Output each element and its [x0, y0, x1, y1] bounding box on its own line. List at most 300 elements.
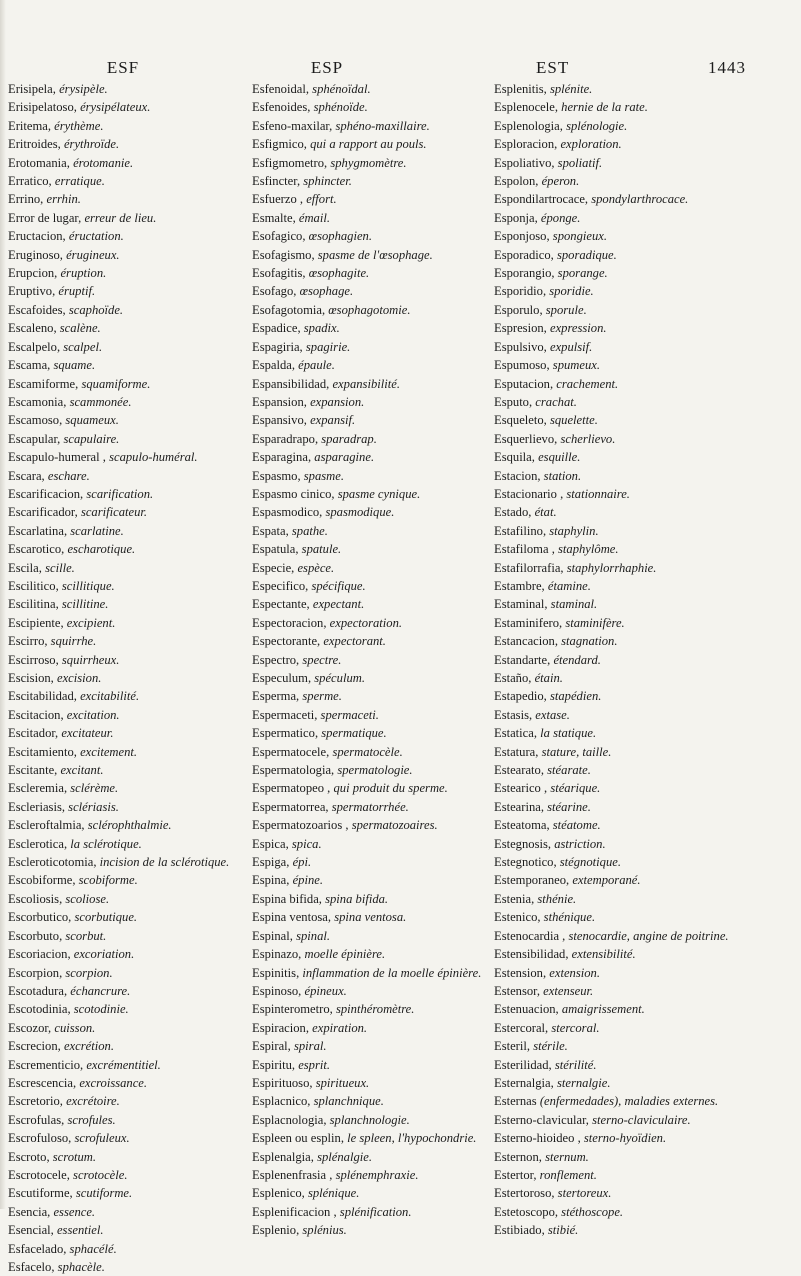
- dictionary-entry: [8, 798, 252, 816]
- entry-translation: splanchnologie.: [329, 1112, 410, 1127]
- dictionary-entry: [252, 1166, 498, 1184]
- dictionary-entry: [494, 448, 756, 466]
- entry-headword: Esparadrapo,: [252, 431, 319, 446]
- entry-translation: stercoral.: [551, 1020, 600, 1035]
- entry-headword: Esporadico,: [494, 247, 554, 262]
- dictionary-entry: [252, 264, 498, 282]
- dictionary-entry: [252, 927, 498, 945]
- entry-translation: excitateur.: [61, 726, 114, 741]
- dictionary-entry: [252, 1056, 498, 1074]
- entry-translation: sthénique.: [543, 910, 596, 925]
- entry-headword: Esquila,: [494, 450, 535, 465]
- entry-headword: Estambre,: [494, 578, 545, 593]
- dictionary-entry: [252, 338, 498, 356]
- entry-translation: squelette.: [549, 413, 598, 428]
- dictionary-entry: [494, 577, 756, 595]
- entry-translation: expansion.: [310, 394, 365, 409]
- dictionary-entry: [494, 1148, 756, 1166]
- entry-translation: stibié.: [547, 1223, 579, 1238]
- entry-headword: Escobiforme,: [8, 873, 76, 888]
- dictionary-entry: [8, 485, 252, 503]
- entry-translation: spermatologie.: [337, 763, 413, 778]
- entry-translation: hernie de la rate.: [561, 100, 648, 115]
- entry-translation: spadix.: [303, 321, 340, 336]
- entry-translation: scapulaire.: [63, 431, 120, 446]
- entry-headword: Espina bifida,: [252, 891, 322, 906]
- dictionary-entry: [494, 669, 756, 687]
- dictionary-entry: [252, 319, 498, 337]
- dictionary-entry: [252, 448, 498, 466]
- entry-headword: Estado,: [494, 505, 532, 520]
- entry-headword: Esternon,: [494, 1149, 542, 1164]
- entry-translation: qui a rapport au pouls.: [310, 137, 427, 152]
- entry-translation: sternalgie.: [556, 1075, 611, 1090]
- dictionary-entry: [252, 559, 498, 577]
- entry-translation: stérilité.: [554, 1057, 597, 1072]
- entry-headword: Estenico,: [494, 910, 541, 925]
- dictionary-entry: [252, 798, 498, 816]
- entry-translation: stapédien.: [549, 689, 602, 704]
- dictionary-entry: [494, 301, 756, 319]
- header-left-guideword: ESF: [106, 58, 140, 77]
- entry-headword: Estenuacion,: [494, 1002, 559, 1017]
- dictionary-entry: [252, 724, 498, 742]
- entry-headword: Escroto,: [8, 1149, 50, 1164]
- entry-headword: Esteatoma,: [494, 818, 550, 833]
- dictionary-entry: [494, 117, 756, 135]
- dictionary-entry: [494, 687, 756, 705]
- entry-translation: épi.: [292, 855, 312, 870]
- entry-headword: Esplenalgia,: [252, 1149, 314, 1164]
- entry-translation: spagirie.: [305, 339, 351, 354]
- entry-translation: staphylin.: [549, 523, 599, 538]
- dictionary-entry: [494, 209, 756, 227]
- entry-translation: sclériasis.: [68, 799, 119, 814]
- entry-headword: Espalda,: [252, 358, 296, 373]
- entry-translation: stéarate.: [547, 763, 591, 778]
- dictionary-entry: [8, 264, 252, 282]
- dictionary-entry: [252, 190, 498, 208]
- dictionary-entry: [494, 522, 756, 540]
- entry-headword: Escleroticotomia,: [8, 855, 97, 870]
- entry-headword: Escalpelo,: [8, 339, 61, 354]
- entry-headword: Especie,: [252, 560, 295, 575]
- entry-headword: Eritema,: [8, 118, 52, 133]
- entry-headword: Escitamiento,: [8, 744, 77, 759]
- dictionary-entry: [8, 135, 252, 153]
- dictionary-entry: [494, 338, 756, 356]
- dictionary-entry: [494, 779, 756, 797]
- entry-headword: Eruptivo,: [8, 284, 56, 299]
- entry-headword: Esplacnico,: [252, 1094, 311, 1109]
- dictionary-entry: [494, 1129, 756, 1147]
- entry-headword: Escirro,: [8, 634, 48, 649]
- entry-translation: extension.: [549, 965, 600, 980]
- entry-translation: étendard.: [553, 652, 601, 667]
- entry-translation: staphylorrhaphie.: [566, 560, 657, 575]
- dictionary-entry: [494, 945, 756, 963]
- entry-translation: sterno-hyoïdien.: [583, 1131, 667, 1146]
- entry-translation: astriction.: [554, 836, 606, 851]
- entry-headword: Estemporaneo,: [494, 873, 570, 888]
- dictionary-entry: [252, 209, 498, 227]
- entry-translation: stertoreux.: [557, 1186, 612, 1201]
- dictionary-entry: [252, 393, 498, 411]
- entry-headword: Esputacion,: [494, 376, 554, 391]
- dictionary-entry: [8, 98, 252, 116]
- entry-headword: Espatula,: [252, 542, 299, 557]
- entry-translation: extase.: [535, 707, 570, 722]
- entry-headword: Espinterometro,: [252, 1002, 333, 1017]
- dictionary-entry: [494, 559, 756, 577]
- entry-headword: Espumoso,: [494, 358, 550, 373]
- entry-translation: stature, taille.: [541, 744, 612, 759]
- dictionary-entry: [8, 282, 252, 300]
- dictionary-entry: [494, 393, 756, 411]
- entry-translation: scutiforme.: [75, 1186, 133, 1201]
- entry-translation: esquille.: [538, 450, 581, 465]
- entry-headword: Estibiado,: [494, 1223, 545, 1238]
- dictionary-entry: [494, 724, 756, 742]
- dictionary-entry: [8, 724, 252, 742]
- dictionary-entry: [494, 798, 756, 816]
- entry-headword: Esencia,: [8, 1204, 51, 1219]
- entry-headword: Esofagitis,: [252, 266, 306, 281]
- dictionary-entry: [252, 282, 498, 300]
- entry-translation: œsophagotomie.: [328, 302, 411, 317]
- entry-translation: stéatome.: [552, 818, 601, 833]
- entry-headword: Estapedio,: [494, 689, 547, 704]
- dictionary-entry: [8, 540, 252, 558]
- dictionary-entry: [252, 743, 498, 761]
- entry-translation: spermatozoaires.: [351, 818, 438, 833]
- dictionary-entry: [252, 706, 498, 724]
- entry-translation: splénite.: [549, 82, 593, 96]
- dictionary-entry: [8, 779, 252, 797]
- entry-headword: Especifico,: [252, 578, 309, 593]
- entry-translation: scalène.: [59, 321, 101, 336]
- entry-headword: Escrotocele,: [8, 1167, 70, 1182]
- entry-translation: errhin.: [46, 192, 81, 207]
- entry-headword: Estaño,: [494, 671, 532, 685]
- entry-translation: erreur de lieu.: [84, 210, 157, 225]
- entry-translation: épineux.: [304, 983, 347, 998]
- dictionary-entry: [8, 1240, 252, 1258]
- entry-headword: Espolon,: [494, 174, 539, 189]
- entry-headword: Esterno-clavicular,: [494, 1112, 589, 1127]
- entry-translation: moelle épinière.: [304, 947, 386, 962]
- dictionary-entry: [494, 816, 756, 834]
- entry-headword: Escotodinia,: [8, 1002, 71, 1017]
- entry-translation: excroissance.: [79, 1075, 148, 1090]
- dictionary-entry: [494, 430, 756, 448]
- dictionary-entry: [494, 1111, 756, 1129]
- entry-translation: sphacèle.: [57, 1260, 105, 1274]
- entry-translation: squameux.: [65, 413, 119, 428]
- entry-headword: Escleremia,: [8, 781, 68, 796]
- entry-headword: Espectoracion,: [252, 615, 327, 630]
- column-2: [252, 80, 498, 1240]
- entry-translation: éponge.: [540, 210, 581, 225]
- entry-headword: Escaleno,: [8, 321, 57, 336]
- entry-headword: Escozor,: [8, 1020, 52, 1035]
- entry-translation: scarification.: [86, 486, 154, 501]
- entry-translation: sphéno-maxillaire.: [335, 118, 430, 133]
- entry-translation: érythroïde.: [63, 137, 120, 152]
- entry-headword: Escama,: [8, 358, 51, 373]
- dictionary-entry: [8, 945, 252, 963]
- entry-translation: staminifère.: [565, 615, 625, 630]
- entry-translation: scoliose.: [65, 891, 110, 906]
- entry-translation: excision.: [56, 671, 102, 685]
- dictionary-entry: [494, 1074, 756, 1092]
- entry-headword: Esplenologia,: [494, 118, 563, 133]
- entry-translation: stagnation.: [561, 634, 618, 649]
- dictionary-entry: [494, 1221, 756, 1239]
- entry-headword: Estenia,: [494, 891, 535, 906]
- entry-translation: stéarique.: [550, 781, 601, 796]
- entry-headword: Escipiente,: [8, 615, 64, 630]
- entry-translation: éperon.: [541, 174, 580, 189]
- entry-headword: Escleroftalmia,: [8, 818, 85, 833]
- dictionary-entry: [8, 853, 252, 871]
- dictionary-entry: [8, 1056, 252, 1074]
- dictionary-entry: [8, 614, 252, 632]
- entry-translation: spondylarthrocace.: [591, 192, 689, 207]
- entry-translation: escharotique.: [67, 542, 136, 557]
- entry-headword: Esfeno-maxilar,: [252, 118, 333, 133]
- entry-translation: cuisson.: [54, 1020, 96, 1035]
- dictionary-entry: [252, 172, 498, 190]
- entry-translation: sphénoïdal.: [312, 82, 371, 96]
- entry-headword: Errino,: [8, 192, 44, 207]
- page-header: [0, 58, 801, 80]
- entry-translation: spinal.: [296, 928, 331, 943]
- page-edge-shadow: [0, 0, 6, 1209]
- dictionary-entry: [8, 411, 252, 429]
- entry-translation: érythème.: [54, 118, 104, 133]
- entry-headword: Eritroides,: [8, 137, 61, 152]
- entry-headword: Espina ventosa,: [252, 910, 332, 925]
- entry-translation: éructation.: [68, 229, 124, 244]
- entry-headword: Escitacion,: [8, 707, 64, 722]
- entry-headword: Escafoides,: [8, 302, 66, 317]
- entry-translation: sporule.: [545, 302, 587, 317]
- entry-headword: Espermaceti,: [252, 707, 318, 722]
- entry-headword: Espagiria,: [252, 339, 303, 354]
- dictionary-entry: [8, 467, 252, 485]
- entry-translation: extenseur.: [543, 983, 594, 998]
- entry-headword: Estercoral,: [494, 1020, 549, 1035]
- dictionary-entry: [8, 927, 252, 945]
- entry-headword: Estearina,: [494, 799, 544, 814]
- dictionary-entry: [252, 853, 498, 871]
- entry-headword: Eruginoso,: [8, 247, 63, 262]
- entry-headword: Espinoso,: [252, 983, 302, 998]
- entry-translation: érugineux.: [66, 247, 120, 262]
- dictionary-entry: [8, 1203, 252, 1221]
- entry-translation: ronflement.: [539, 1167, 597, 1182]
- entry-translation: scorbutique.: [74, 910, 138, 925]
- entry-headword: Escutiforme,: [8, 1186, 73, 1201]
- entry-translation: spermatique.: [321, 726, 387, 741]
- entry-translation: expulsif.: [550, 339, 593, 354]
- entry-headword: Esfincter,: [252, 174, 301, 189]
- dictionary-entry: [252, 687, 498, 705]
- entry-translation: stationnaire.: [566, 486, 630, 501]
- entry-headword: Espinitis,: [252, 965, 300, 980]
- entry-translation: crachement.: [556, 376, 619, 391]
- dictionary-entry: [252, 503, 498, 521]
- entry-translation: scrotocèle.: [73, 1167, 128, 1182]
- entry-translation: érotomanie.: [73, 155, 134, 170]
- entry-translation: extemporané.: [572, 873, 641, 888]
- entry-headword: Estegnotico,: [494, 855, 557, 870]
- entry-headword: Escorbuto,: [8, 928, 63, 943]
- dictionary-entry: [494, 1056, 756, 1074]
- entry-headword: Esponja,: [494, 210, 538, 225]
- entry-translation: excitabilité.: [80, 689, 140, 704]
- dictionary-entry: [494, 467, 756, 485]
- entry-headword: Escitante,: [8, 763, 58, 778]
- dictionary-entry: [494, 1000, 756, 1018]
- dictionary-entry: [494, 375, 756, 393]
- entry-headword: Esterno-hioideo ,: [494, 1131, 581, 1146]
- dictionary-entry: [252, 1092, 498, 1110]
- entry-translation: scarificateur.: [80, 505, 148, 520]
- entry-translation: œsophagien.: [308, 229, 372, 244]
- dictionary-entry: [8, 1129, 252, 1147]
- entry-headword: Espinazo,: [252, 947, 302, 962]
- entry-headword: Escrofuloso,: [8, 1131, 72, 1146]
- dictionary-entry: [8, 1074, 252, 1092]
- dictionary-entry: [8, 577, 252, 595]
- entry-translation: étain.: [534, 671, 563, 685]
- entry-translation: expectant.: [312, 597, 365, 612]
- entry-headword: Escarificador,: [8, 505, 78, 520]
- entry-headword: Espansivo,: [252, 413, 307, 428]
- dictionary-entry: [494, 1092, 756, 1110]
- dictionary-entry: [252, 375, 498, 393]
- entry-translation: sperme.: [302, 689, 342, 704]
- entry-translation: splanchnique.: [313, 1094, 384, 1109]
- entry-translation: squirrheux.: [61, 652, 120, 667]
- dictionary-entry: [252, 1111, 498, 1129]
- entry-headword: Escorpion,: [8, 965, 63, 980]
- entry-headword: Espiral,: [252, 1039, 291, 1054]
- entry-headword: Estatura,: [494, 744, 539, 759]
- entry-translation: sthénie.: [537, 891, 577, 906]
- dictionary-entry: [8, 154, 252, 172]
- dictionary-entry: [494, 835, 756, 853]
- entry-headword: Esputo,: [494, 394, 533, 409]
- entry-headword: Escitabilidad,: [8, 689, 77, 704]
- entry-headword: Escapular,: [8, 431, 61, 446]
- entry-headword: Esparagina,: [252, 450, 312, 465]
- entry-translation: asparagine.: [314, 450, 375, 465]
- entry-headword: Espasmo,: [252, 468, 301, 483]
- dictionary-entry: [494, 1203, 756, 1221]
- dictionary-entry: [494, 1037, 756, 1055]
- dictionary-entry: [8, 209, 252, 227]
- entry-translation: spinthéromètre.: [335, 1002, 415, 1017]
- entry-translation: excrémentitiel.: [86, 1057, 161, 1072]
- dictionary-entry: [494, 98, 756, 116]
- entry-headword: Estearico ,: [494, 781, 548, 796]
- entry-translation: spina ventosa.: [334, 910, 407, 925]
- dictionary-entry: [494, 80, 756, 98]
- dictionary-entry: [8, 706, 252, 724]
- dictionary-entry: [494, 356, 756, 374]
- entry-translation: spoliatif.: [557, 155, 603, 170]
- entry-headword: Espermatocele,: [252, 744, 330, 759]
- dictionary-entry: [8, 890, 252, 908]
- dictionary-entry: [252, 835, 498, 853]
- dictionary-entry: [252, 1203, 498, 1221]
- dictionary-entry: [494, 853, 756, 871]
- entry-headword: Esplenio,: [252, 1223, 300, 1238]
- dictionary-entry: [252, 908, 498, 926]
- entry-translation: œsophage.: [299, 284, 354, 299]
- entry-headword: Estandarte,: [494, 652, 551, 667]
- entry-headword: Erisipelatoso,: [8, 100, 77, 115]
- dictionary-entry: [494, 927, 756, 945]
- entry-headword: Estension,: [494, 965, 547, 980]
- entry-headword: Espiga,: [252, 855, 290, 870]
- dictionary-entry: [8, 1000, 252, 1018]
- dictionary-entry: [8, 964, 252, 982]
- dictionary-entry: [8, 430, 252, 448]
- entry-headword: Escision,: [8, 671, 54, 685]
- dictionary-entry: [8, 908, 252, 926]
- entry-headword: Estegnosis,: [494, 836, 552, 851]
- entry-translation: effort.: [306, 192, 337, 207]
- dictionary-entry: [252, 761, 498, 779]
- dictionary-entry: [8, 982, 252, 1000]
- entry-headword: Estasis,: [494, 707, 533, 722]
- entry-translation: scorbut.: [65, 928, 107, 943]
- entry-headword: Esfacelo,: [8, 1260, 55, 1274]
- dictionary-entry: [8, 1148, 252, 1166]
- dictionary-entry: [494, 135, 756, 153]
- dictionary-entry: [252, 467, 498, 485]
- dictionary-entry: [252, 669, 498, 687]
- dictionary-entry: [8, 1037, 252, 1055]
- dictionary-entry: [8, 117, 252, 135]
- entry-translation: spiritueux.: [315, 1075, 370, 1090]
- entry-translation: émail.: [298, 210, 331, 225]
- column-1: [8, 80, 252, 1276]
- entry-translation: sparadrap.: [321, 431, 377, 446]
- entry-headword: Esofagico,: [252, 229, 306, 244]
- entry-headword: Espasmo cinico,: [252, 486, 335, 501]
- entry-translation: incision de la sclérotique.: [99, 855, 230, 870]
- entry-translation: scalpel.: [63, 339, 103, 354]
- entry-translation: sporange.: [557, 266, 608, 281]
- entry-translation: extensibilité.: [571, 947, 636, 962]
- dictionary-entry: [252, 1000, 498, 1018]
- entry-headword: Esplenico,: [252, 1186, 305, 1201]
- entry-headword: Espoliativo,: [494, 155, 555, 170]
- dictionary-entry: [8, 559, 252, 577]
- dictionary-entry: [8, 338, 252, 356]
- entry-headword: Esperma,: [252, 689, 300, 704]
- dictionary-entry: [8, 687, 252, 705]
- dictionary-entry: [252, 356, 498, 374]
- entry-headword: Espulsivo,: [494, 339, 547, 354]
- entry-translation: spectre.: [302, 652, 342, 667]
- entry-translation: scillitine.: [61, 597, 109, 612]
